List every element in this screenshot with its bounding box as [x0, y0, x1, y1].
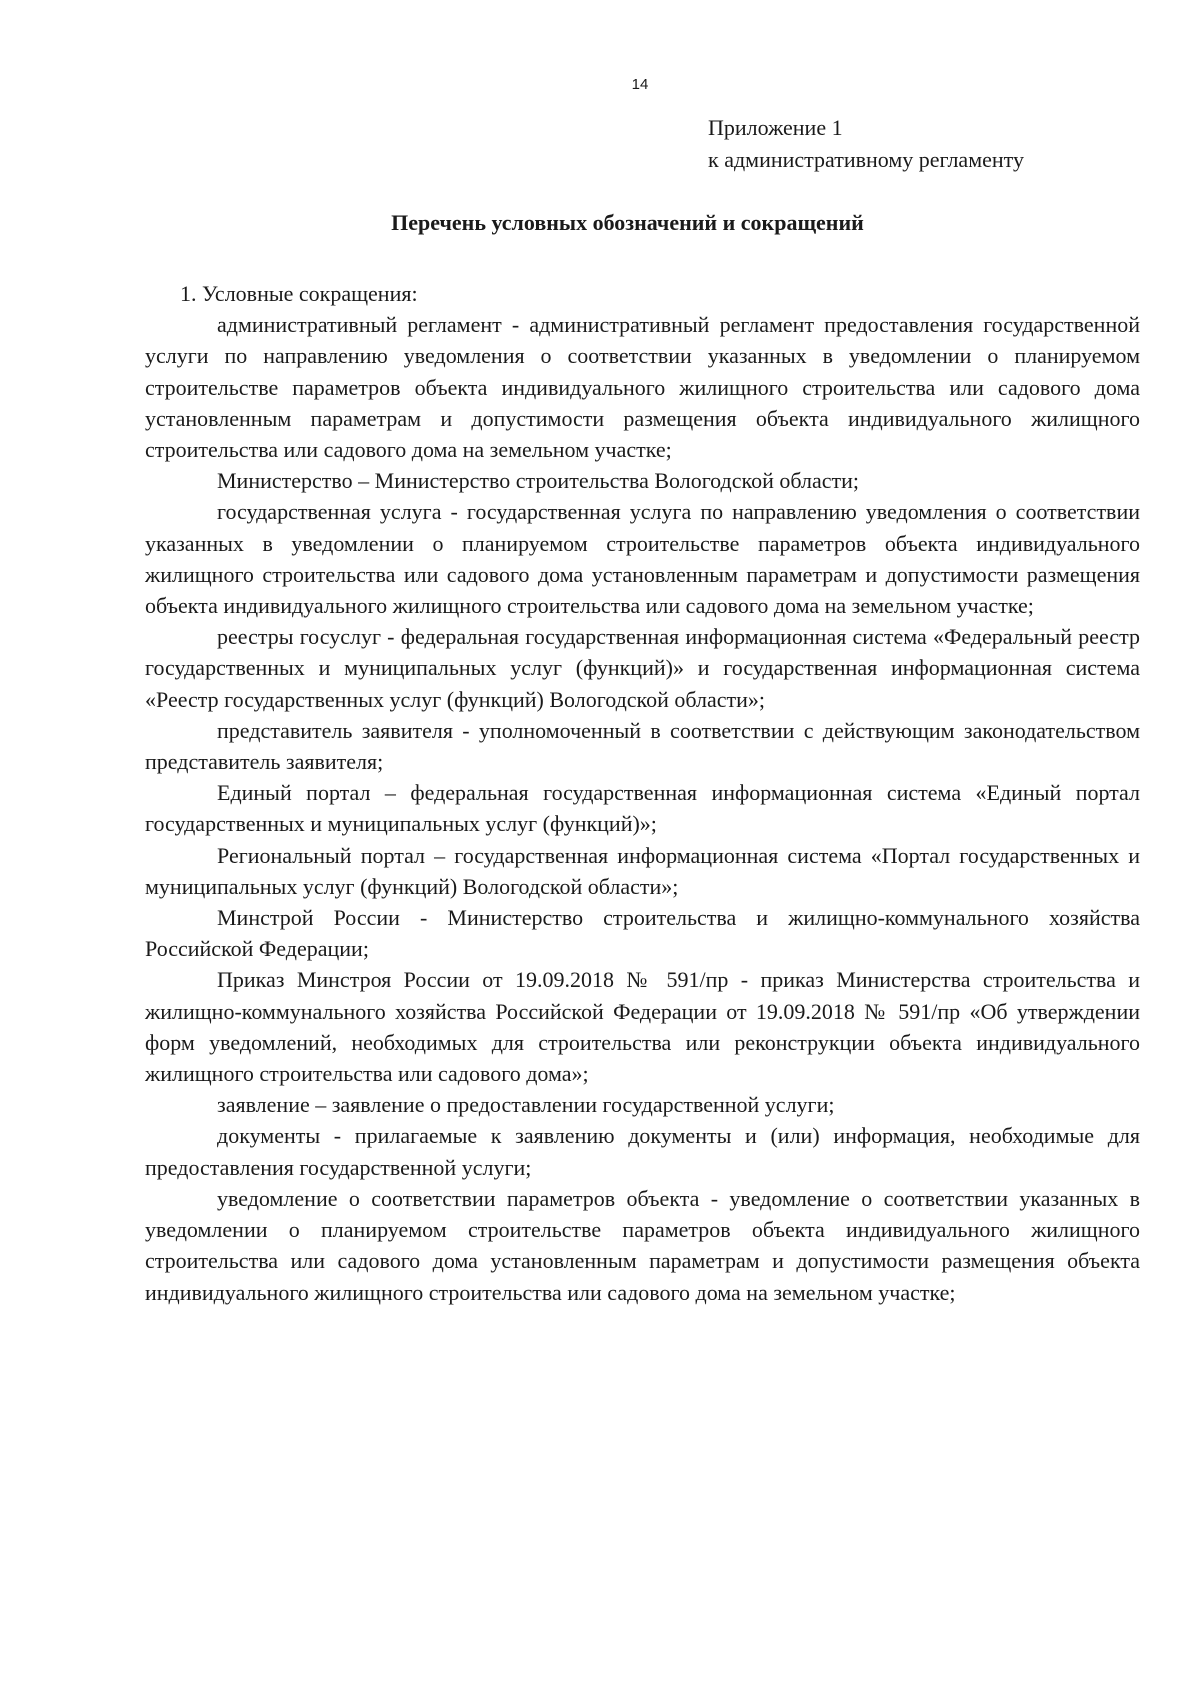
paragraph: Единый портал – федеральная государственная информационная система «Единый портал государственных и муниципальных услуг (функций)»; — [145, 780, 1140, 837]
document-title: Перечень условных обозначений и сокращений — [391, 210, 864, 235]
page-number: 14 — [631, 76, 649, 93]
paragraph: Минстрой России - Министерство строительства и жилищно-коммунального хозяйства Российской Федерации; — [145, 905, 1140, 962]
appendix-label — [708, 112, 1024, 176]
paragraph: реестры госуслуг - федеральная государственная информационная система «Федеральный реестр государственных и муниципальных услуг (функций)» и государственная информационная система «Реестр государственных услуг (функций) Вологодской области»; — [145, 624, 1140, 712]
paragraph: представитель заявителя - уполномоченный в соответствии с действующим законодательством представитель заявителя; — [145, 717, 1140, 775]
paragraph: Министерство – Министерство строительства Вологодской области; — [217, 468, 859, 494]
paragraph: заявление – заявление о предоставлении государственной услуги; — [217, 1092, 835, 1118]
appendix-line-2: к административному регламенту — [708, 147, 1024, 172]
paragraph: документы - прилагаемые к заявлению документы и (или) информация, необходимые для предоставления государственной услуги; — [145, 1123, 1140, 1180]
paragraph: уведомление о соответствии параметров объекта - уведомление о соответствии указанных в уведомлении о планируемом строительстве параметров объекта индивидуального жилищного строительства или садового дома установленным параметрам и допустимости размещения объекта индивидуального жилищного строительства или садового дома на земельном участке; — [145, 1185, 1140, 1305]
section-heading: 1. Условные сокращения: — [180, 281, 418, 306]
paragraph: административный регламент - административный регламент предоставления государственной услуги по направлению уведомления о соответствии указанных в уведомлении о планируемом строительстве параметров объекта индивидуального жилищного строительства или садового дома установленным параметрам и допустимости размещения объекта индивидуального жилищного строительства или садового дома на земельном участке; — [145, 312, 1140, 463]
document-body — [145, 278, 1140, 1308]
appendix-line-1: Приложение 1 — [708, 115, 843, 140]
paragraph: государственная услуга - государственная услуга по направлению уведомления о соответствии указанных в уведомлении о планируемом строительстве параметров объекта индивидуального жилищного строительства или садового дома установленным параметрам и допустимости размещения объекта индивидуального жилищного строительства или садового дома на земельном участке; — [145, 499, 1140, 619]
paragraph: Приказ Минстроя России от 19.09.2018 № 591/пр - приказ Министерства строительства и жилищно-коммунального хозяйства Российской Федерации от 19.09.2018 № 591/пр «Об утверждении форм уведомлений, необходимых для строительства или реконструкции объекта индивидуального жилищного строительства или садового дома»; — [145, 967, 1140, 1087]
paragraph: Региональный портал – государственная информационная система «Портал государственных и муниципальных услуг (функций) Вологодской области»; — [145, 842, 1140, 899]
